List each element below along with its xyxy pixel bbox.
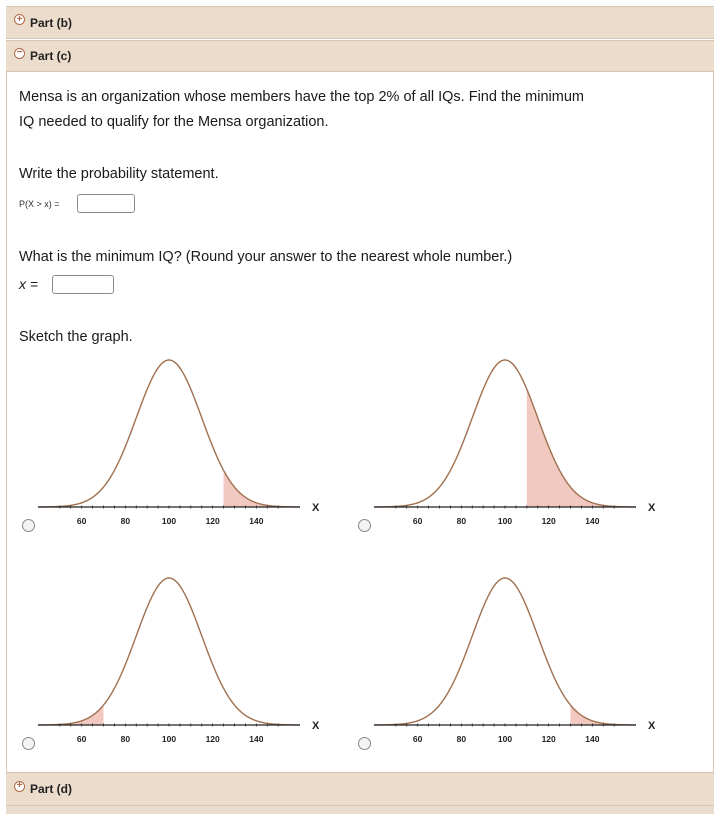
tick-label: 60 [412, 734, 423, 744]
tick-label: 80 [456, 734, 467, 744]
question-text-line1: Mensa is an organization whose members have the top 2% of all IQs. Find the minimum [19, 89, 584, 105]
tick-label: 140 [585, 734, 600, 744]
tick-label: 60 [76, 516, 87, 526]
graph-option-4 [366, 568, 666, 758]
tick-label: 100 [161, 734, 177, 744]
part-b-header[interactable] [6, 6, 714, 39]
tick-label: 100 [497, 516, 513, 526]
bottom-divider [6, 806, 714, 814]
axis-variable-label: X [648, 720, 656, 732]
normal-curve [38, 578, 300, 725]
min-iq-prompt: What is the minimum IQ? (Round your answer to the nearest whole number.) [19, 249, 513, 265]
part-d-header[interactable] [6, 772, 714, 806]
normal-curve [374, 578, 636, 725]
collapse-minus-icon[interactable]: − [14, 48, 25, 59]
normal-curve [374, 360, 636, 507]
expand-plus-icon[interactable]: + [14, 14, 25, 25]
x-label: x = [19, 276, 39, 292]
probability-input[interactable] [77, 194, 135, 213]
tick-label: 140 [249, 516, 264, 526]
tick-label: 60 [76, 734, 87, 744]
axis-variable-label: X [312, 502, 320, 514]
tick-label: 100 [161, 516, 177, 526]
tick-label: 80 [120, 734, 131, 744]
tick-label: 60 [412, 516, 423, 526]
min-iq-input[interactable] [52, 275, 114, 294]
probability-label: P(X > x) = [19, 199, 60, 209]
sketch-prompt: Sketch the graph. [19, 329, 133, 345]
axis-variable-label: X [312, 720, 320, 732]
axis-variable-label: X [648, 502, 656, 514]
tick-label: 120 [205, 516, 220, 526]
tick-label: 120 [541, 734, 556, 744]
part-c-label: Part (c) [30, 49, 72, 63]
tick-label: 80 [120, 516, 131, 526]
probability-prompt: Write the probability statement. [19, 166, 219, 182]
graph-option-3 [30, 568, 330, 758]
tick-label: 100 [497, 734, 513, 744]
part-b-label: Part (b) [30, 15, 72, 30]
part-c-header[interactable] [6, 40, 714, 72]
shaded-region [527, 389, 636, 507]
question-text-line2: IQ needed to qualify for the Mensa organization. [19, 114, 329, 130]
tick-label: 80 [456, 516, 467, 526]
tick-label: 120 [205, 734, 220, 744]
graph-option-1 [30, 350, 330, 540]
tick-label: 120 [541, 516, 556, 526]
normal-curve [38, 360, 300, 507]
tick-label: 140 [585, 516, 600, 526]
tick-label: 140 [249, 734, 264, 744]
graph-option-2 [366, 350, 666, 540]
part-d-label: Part (d) [30, 782, 72, 796]
expand-plus-icon[interactable]: + [14, 781, 25, 792]
